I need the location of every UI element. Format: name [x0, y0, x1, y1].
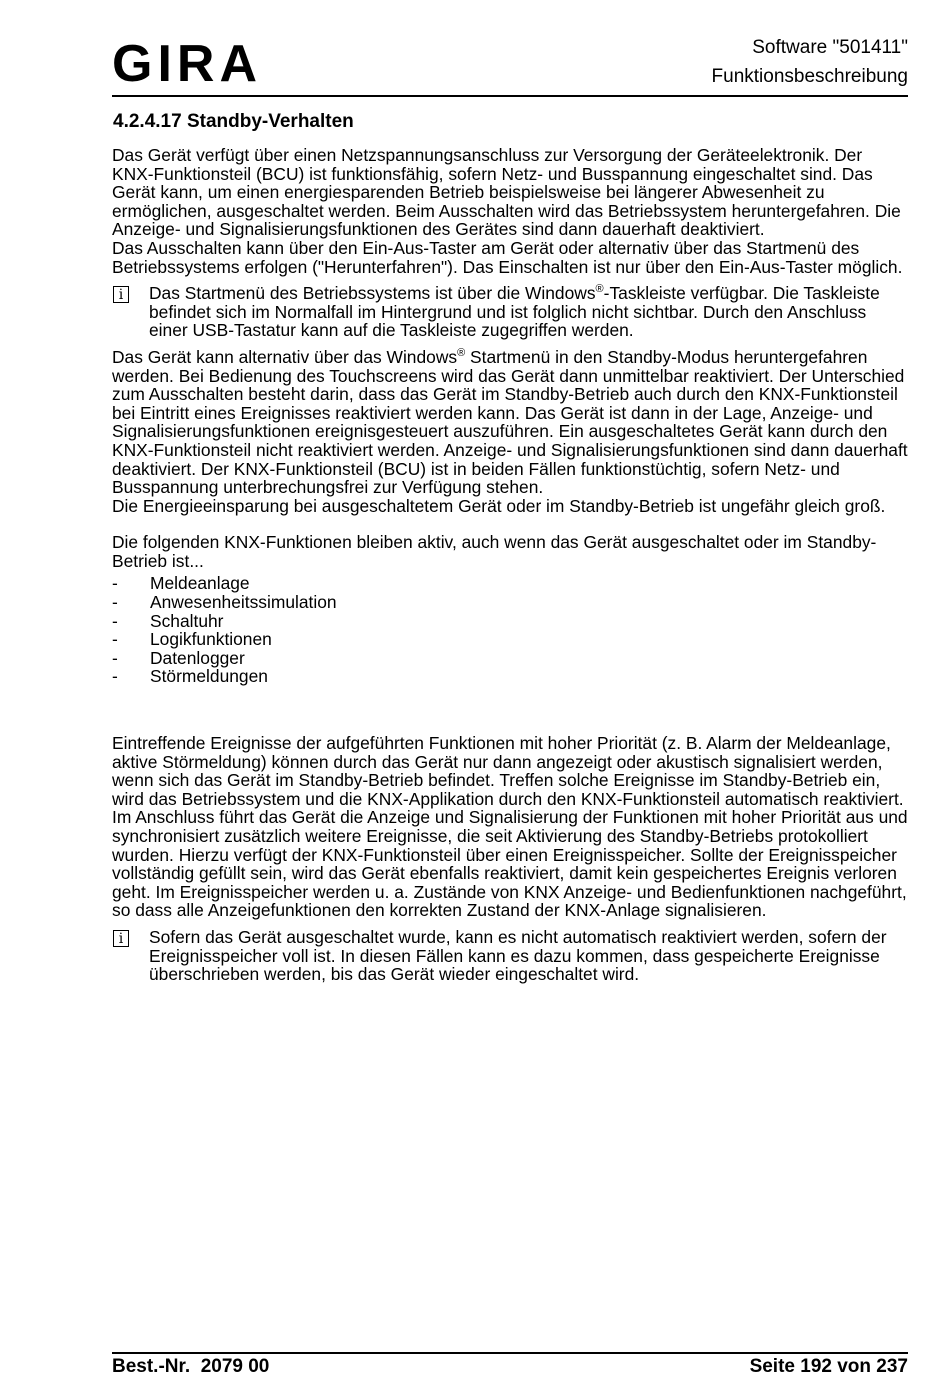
paragraph: Das Gerät verfügt über einen Netzspannungsanschluss zur Versorgung der Geräteelektronik. Der KNX-Funktionsteil (BCU) ist funktionsfähig, sofern Netz- und Busspannung eingeschaltet sind. Das Gerät kann, um einen energiesparenden Betrieb beispielsweise bei längerer Abwesenheit zu ermöglichen, ausgeschaltet werden. Beim Ausschalten wird das Betriebssystem heruntergefahren. Die Anzeige- und Signalisierungsfunktionen des Gerätes sind dann dauerhaft deaktiviert.	[112, 145, 901, 240]
list-item: - Anwesenheitssimulation	[112, 592, 337, 613]
list-item: - Meldeanlage	[112, 573, 250, 594]
info-note-text: Das Startmenü des Betriebssystems ist über die Windows®-Taskleiste verfügbar. Die Taskleiste befindet sich im Normalfall im Hintergrund und ist folglich nicht sichtbar. Durch den Anschluss einer USB-Tastatur kann auf die Taskleiste zugegriffen werden.	[149, 283, 880, 341]
doc-type-label: Funktionsbeschreibung	[711, 66, 908, 87]
section-title: 4.2.4.17 Standby-Verhalten	[113, 111, 354, 132]
page-number: Seite 192 von 237	[749, 1356, 908, 1377]
header-rule	[112, 95, 908, 97]
gira-logo: GIRA	[112, 35, 262, 93]
info-note	[112, 284, 908, 340]
order-number: Best.-Nr. 2079 00	[112, 1356, 270, 1377]
list-item: - Schaltuhr	[112, 610, 224, 631]
info-icon: i	[113, 286, 129, 303]
page-footer	[112, 1356, 908, 1378]
paragraph: Die Energieeinsparung bei ausgeschaltetem Gerät oder im Standby-Betrieb ist ungefähr gleich groß.	[112, 495, 886, 516]
document-header	[712, 33, 908, 91]
info-note-text: Sofern das Gerät ausgeschaltet wurde, kann es nicht automatisch reaktiviert werden, sofern der Ereignisspeicher voll ist. In diesen Fällen kann es dazu kommen, dass gespeicherte Ereignisse überschrieben werden, bis das Gerät wieder eingeschaltet wird.	[149, 926, 887, 985]
list-item: - Logikfunktionen	[112, 629, 272, 650]
info-note	[112, 928, 908, 984]
software-label: Software "501411"	[752, 37, 908, 58]
paragraph: Das Ausschalten kann über den Ein-Aus-Taster am Gerät oder alternativ über das Startmenü des Betriebssystems erfolgen ("Herunterfahren"). Das Einschalten ist nur über den Ein-Aus-Taster möglich.	[112, 237, 903, 277]
page-content	[112, 110, 908, 992]
list-item: - Störmeldungen	[112, 666, 268, 687]
paragraph: Eintreffende Ereignisse der aufgeführten Funktionen mit hoher Priorität (z. B. Alarm der Meldeanlage, aktive Störmeldung) können durch das Gerät nur dann angezeigt oder akustisch signalisiert werden, wenn sich das Gerät im Standby-Betrieb befindet. Treffen solche Ereignisse im Standby-Betrieb ein, wird das Betriebssystem und die KNX-Applikation durch den KNX-Funktionsteil automatisch reaktiviert. Im Anschluss führt das Gerät die Anzeige und Signalisierung der Funktionen mit hoher Priorität aus und synchronisiert zusätzlich weitere Ereignisse, die seit Aktivierung des Standby-Betriebs protokolliert wurden. Hierzu verfügt der KNX-Funktionsteil über einen Ereignisspeicher. Sollte der Ereignisspeicher vollständig gefüllt sein, wird das Gerät ebenfalls reaktiviert, damit kein gespeichertes Ereignis verloren geht. Im Ereignisspeicher werden u. a. Zustände von KNX Anzeige- und Bedienfunktionen nachgeführt, so dass alle Anzeigefunktionen den korrekten Zustand der KNX-Anlage signalisieren.	[112, 733, 908, 921]
list-item: - Datenlogger	[112, 647, 245, 668]
footer-rule	[112, 1352, 908, 1354]
function-list	[112, 574, 908, 686]
info-icon: i	[113, 930, 129, 947]
paragraph: Die folgenden KNX-Funktionen bleiben aktiv, auch wenn das Gerät ausgeschaltet oder im Standby-Betrieb ist...	[112, 532, 877, 571]
paragraph: Das Gerät kann alternativ über das Windows® Startmenü in den Standby-Modus heruntergefahren werden. Bei Bedienung des Touchscreens wird das Gerät dann unmittelbar reaktiviert. Der Unterschied zum Ausschalten besteht darin, dass das Gerät im Standby-Betrieb auch durch den KNX-Funktionsteil bei Eintritt eines Ereignisses reaktiviert werden kann. Das Gerät ist dann in der Lage, Anzeige- und Signalisierungsfunktionen ereignisgesteuert auszuführen. Ein ausgeschaltetes Gerät kann durch den KNX-Funktionsteil nicht reaktiviert werden. Anzeige- und Signalisierungsfunktionen sind dann dauerhaft deaktiviert. Der KNX-Funktionsteil (BCU) ist in beiden Fällen funktionstüchtig, sofern Netz- und Busspannung unterbrechungsfrei zur Verfügung stehen.	[112, 346, 908, 498]
